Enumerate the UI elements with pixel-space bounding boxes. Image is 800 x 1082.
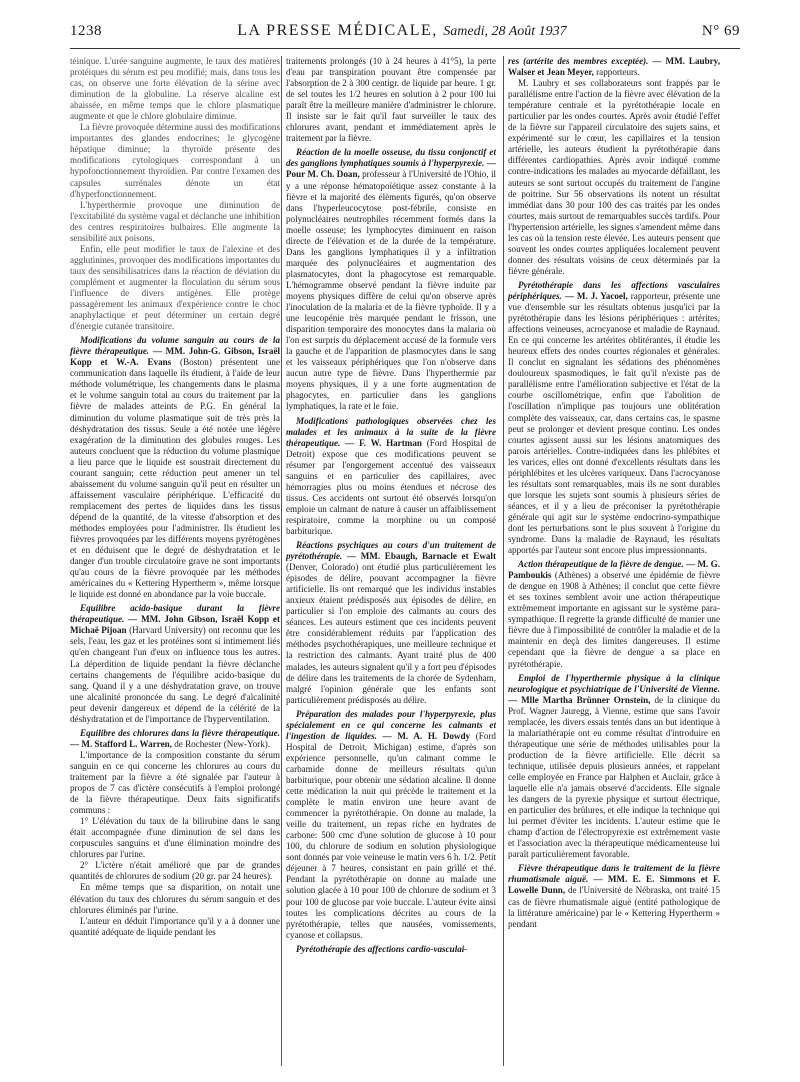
section-body: rapporteurs. [596, 67, 640, 78]
section-body: (Harvard University) ont reconnu que les sels, l'eau, les gaz et les protéines sont si intimement liés qu'en changeant l'un d'eux on influence tous les autres. La déperdition de liquide pendant la fièvre déclanche certains changements de l'équilibre acido-basique du sang. Quand il y a une déshydratation grave, on trouve une alcalinité prononcée du sang. Le degré d'alcalinité peut devenir dangereux et dépend de la célérité de la déshydratation et de l'importance de l'hyperventilation. [70, 625, 280, 724]
paragraph: traitements prolongés (10 à 24 heures à 41°5), la perte d'eau par transpiration pouvant être compensée par l'absorption de 2 à 300 centigr. de liquide par heure. 1 gr. de sel toutes les 1/2 heures en solution à 2 pour 100 lui paraît être la meilleure manière d'administrer le chlorure. Il insiste sur le fait qu'il faut surveiller le taux des chlorures avant, pendant et immédiatement après le traitement par la fièvre. [286, 56, 496, 144]
section-dengue [508, 559, 720, 669]
section-authors: — M. Stafford L. Warren, [70, 738, 172, 749]
section-cardio-vascular-cont [508, 56, 720, 78]
section-title: Action thérapeutique de la fièvre de dengue. [518, 559, 684, 570]
section-authors: — MM. Ebaugh, Barnacle et Ewalt [346, 551, 496, 562]
section-body: professeur à l'Université de l'Ohio, il y a une réponse hématopoïétique assez constante à la fièvre et la majorité des éléments figurés, qu'on observe dans l'hyperleucocytose post-fébrile, consiste en polynucléaires neutrophiles récemment formés dans la moelle osseuse; les lymphocytes diminuent en raison directe de l'élévation et de la durée de la température. Dans les ganglions lymphatiques il y a infiltration marquée des polynucléaires et augmentation des plasmatocytes, dont la phagocytose est remarquable. L'hémogramme observé pendant la fièvre induite par moyens physiques diffère de celui qu'on observe après l'inoculation de la malaria et de la fièvre typhoïde. Il y a une leucopénie très marquée pendant le frisson, une disparition temporaire des monocytes dans la malaria où l'on est surpris du déplacement accusé de la formule vers la gauche et de l'apparition de plasmocytes dans le sang et les vaisseaux périphériques que l'on n'observe dans aucun autre type de fièvre. Dans l'hyperthermie par moyens physiques, il y a une forte augmentation de phagocytes, en particulier dans les ganglions lymphatiques, la rate et le foie. [286, 169, 496, 412]
section-bone-marrow [286, 147, 496, 412]
column-1 [70, 56, 280, 1068]
paragraph: M. Laubry et ses collaborateurs sont frappés par le parallélisme entre l'action de la fièvre avec élévation de la température centrale et la pyrétothérapie locale en particulier par les ondes courtes. Après avoir étudié l'effet de la fièvre sur l'appareil circulatoire des sujets sains, et expérimenté sur le cœur, les capillaires et la tension artérielle, les auteurs étudient la pyrétothérapie dans différentes cardiopathies. Après avoir indiqué comme contre-indications les malades au myocarde défaillant, les auteurs se sont surtout occupés du traitement de l'angine de poitrine. Sur 56 observations ils notent un résultat immédiat dans 30 pour 100 des cas traités par les ondes courtes, mais surtout de remarquables succès tardifs. Pour l'hypertension artérielle, les signes s'amendent même dans les cas où la tension reste élevée. Les auteurs pensent que souvent les ondes courtes appliquées localement peuvent donner des résultats voisins de ceux déterminés par la fièvre générale. [508, 78, 720, 276]
section-body: de Rochester (New-York). [174, 738, 271, 749]
section-title: res (artérite des membres exceptée). [508, 56, 649, 66]
header-rule [70, 48, 740, 49]
section-title: Equilibre acido-basique durant la fièvre thérapeutique. [70, 603, 280, 625]
column-separator [503, 56, 504, 1066]
section-body: de la clinique du Prof. Wagner Jauregg, à Vienne, estime que sans l'avoir remplacée, les divers essais tentés dans un but identique à la malariathérapie ont eu comme résultat d'introduire en thérapeutique une série de méthodes utilisables pour la production de la fièvre artificielle. Elle décrit sa technique, utilisée depuis plusieurs années, et rappelant celle employée en France par Halphen et Auclair, grâce à laquelle elle n'a jamais observé d'accidents. Elle signale les dangers de la pyrexie physique et surtout électrique, en particulier des brûlures, et elle indique la technique qui lui permet d'éviter les incidents. L'auteur estime que le champ d'action de l'électropyrexie est extrêmement vaste et l'association avec la thérapeutique médicamenteuse lui paraît particulièrement favorable. [508, 694, 720, 860]
column-separator [281, 56, 282, 1066]
section-authors: — Pour M. Ch. Doan, [286, 158, 496, 180]
section-body: de l'Université de Nébraska, ont traité 15 cas de fièvre rhumatismale aiguë (entité pathologique de la littérature américaine) par le « Kettering Hypertherm » pendant [508, 885, 720, 929]
section-authors: — MM. John Gibson, Israël Kopp et Michaë Pijoan [70, 614, 280, 636]
section-rheumatic-fever [508, 863, 720, 929]
section-title: Réaction de la moelle osseuse, du tissu conjonctif et des ganglions lymphatiques soumis à l'hyperpyrexie. [286, 147, 496, 169]
section-title: Equilibre des chlorures dans la fièvre thérapeutique. [80, 727, 280, 738]
column-2 [286, 56, 496, 1068]
paragraph: L'auteur en déduit l'importance qu'il y a à donner une quantité adéquate de liquide pendant les [70, 915, 280, 937]
section-body: (Denver, Colorado) ont étudié plus particulièrement les épisodes de délire, pouvant accompagner la fièvre artificielle. Ils ont remarqué que les individus instables anxieux étaient prédisposés aux épisodes de délire, en particulier si l'on emploie des calmants au cours des séances. Les auteurs estiment que ces incidents peuvent être considérablement réduits par l'application des méthodes psychothérapiques, une meilleure technique et la restriction des calmants. Ayant traité plus de 400 malades, les auteurs signalent qu'il y a fort peu d'épisodes de délire dans les traitements de la chorée de Sydenham, malgré l'opinion générale que les enfants sont particulièrement prédisposés au délire. [286, 562, 496, 705]
section-blood-volume [70, 335, 280, 600]
section-vienna [508, 673, 720, 861]
section-title: Modifications du volume sanguin au cours de la fièvre thérapeutique. [70, 335, 280, 357]
section-title: Fièvre thérapeutique dans le traitement de la fièvre rhumatismale aiguë. [508, 863, 720, 885]
paragraph: 2° L'ictère n'était amélioré que par de grandes quantités de chlorures de sodium (20 gr. par 24 heures). [70, 860, 280, 882]
section-chlorides [70, 728, 280, 750]
column-3 [508, 56, 720, 1068]
section-authors: — MM. John-G. Gibson, Israël Kopp et W.-A. Evans [70, 346, 280, 368]
section-authors: — M. A. H. Dowdy [382, 730, 471, 741]
section-body: rapporteur, présente une vue d'ensemble sur les résultats obtenus jusqu'ici par la pyrétothérapie dans les lésions périphériques : artérites, affections veineuses, acrocyanose et maladie de Raynaud. En ce qui concerne les artérites oblitérantes, il étudie les heureux effets des ondes courtes régionales et générales. Il conclut en signalant les sédations des phénomènes douloureux spasmodiques, le fait qu'il n'existe pas de parallélisme entre l'amélioration subjective et l'état de la courbe oscillométrique, enfin que l'abolition de l'oscillation n'implique pas toujours une oblitération complète des vaisseaux, car, dans certains cas, le spasme peut se prolonger et devient presque continu. Les ondes courtes agissent aussi sur les lésions anatomiques des parois artérielles. Contre-indiquées dans les phlébites et les varices, elles ont donné d'excellents résultats dans les périphlébites et les ulcères variqueux. Dans l'acrocyanose les résultats sont remarquables, mais ils ne sont durables que lorsque les sujets sont soumis à plusieurs séries de séances, et il y a lieu de préconiser la pyrétothérapie générale qui agit sur le système endocrino-sympathique dont les perturbations sont le plus souvent à l'origine du syndrome. Dans la maladie de Raynaud, les résultats apportés par l'auteur sont encore plus impressionnants. [508, 290, 720, 556]
section-cardio-vascular [286, 944, 496, 955]
section-authors: — M. G. Pamboukis [508, 559, 720, 581]
section-peripheral-vascular [508, 280, 720, 556]
issue-date: Samedi, 28 Août 1937 [443, 24, 567, 39]
section-authors: — F. W. Hartman [345, 437, 422, 448]
section-authors: — Mlle Martha Brünner Ornstein, [508, 694, 651, 705]
section-body: (Ford Hospital de Detroit) expose que ces modifications peuvent se résumer par l'engorgement accentué des vaisseaux sanguins et en particulier des capillaires, avec hémorragies plus ou moins étendues et nécrose des tissus. Ces accidents ont surtout été observés lorsqu'on emploie un calmant de nature à causer un affaiblissement respiratoire, comme la morphine ou un composé barbiturique. [286, 437, 496, 536]
issue-number: N° 69 [701, 23, 740, 39]
journal-name: LA PRESSE MÉDICALE, [237, 22, 438, 39]
paragraph: 1° L'élévation du taux de la bilirubine dans le sang était accompagnée d'une diminution de sel dans les corpuscules sanguins et d'une élimination moindre des chlorures par l'urine. [70, 816, 280, 860]
journal-title [237, 22, 566, 40]
section-pathology [286, 416, 496, 538]
section-preparation [286, 709, 496, 941]
paragraph: L'importance de la composition constante du sérum sanguin en ce qui concerne les chlorures au cours du traitement par la fièvre a été signalée par l'auteur à propos de 7 cas d'ictère consécutifs à l'emploi prolongé de la fièvre thérapeutique. Deux faits significatifs communs : [70, 749, 280, 816]
section-title: Pyrétothérapie des affections cardio-vasculai- [296, 943, 468, 954]
paragraph: L'hyperthermie provoque une diminution de l'excitabilité du système vagal et déclanche une inhibition des centres respiratoires bulbaires. Elle augmente la sensibilité aux poisons. [70, 199, 280, 243]
paragraph: Enfin, elle peut modifier le taux de l'alexine et des agglutinines, provoquer des modifications importantes du taux des sensibilisatrices dans la réaction de déviation du complément et augmenter la floculation du sérum sous l'influence de divers antigènes. Elle protège passagèrement les animaux d'expérience contre le choc anaphylactique et peut déterminer un certain degré d'énergie cutanée transitoire. [70, 243, 280, 332]
paragraph: La fièvre provoquée détermine aussi des modifications importantes des glandes endocrines; le glycogène hépatique diminue; la thyroïde présente des modifications cytologiques correspondant à un hypofonctionnement thyroïdien. Par contre l'examen des capsules surrénales dénote un état d'hyperfonctionnement. [70, 122, 280, 199]
section-title: Modifications pathologiques observées chez les malades et les animaux à la suite de la fièvre thérapeutique. [286, 415, 496, 448]
section-psychic-reactions [286, 540, 496, 706]
section-title: Réactions psychiques au cours d'un traitement de pyrétothérapie. [286, 540, 496, 562]
section-authors: — MM. E. E. Simmons et F. Lowelle Dunn, [508, 874, 720, 896]
page-number: 1238 [70, 23, 102, 39]
section-body: (Boston) présentent une communication dans laquelle ils étudient, à l'aide de leur méthode volumétrique, les changements dans le plasma et le volume sanguin total au cours du traitement par la fièvre de malades atteints de P.G. En général la diminution du volume plasmatique suit de très près la déshydratation des tissus. Seule a été notée une légère exagération de la diminution des globules rouges. Les auteurs concluent que la réduction du volume plasmique a lieu parce que le liquide est soustrait directement du courant sanguin; cette réduction peut amener un tel abaissement du volume sanguin qu'il peut en résulter un affaissement vasculaire périphérique. L'efficacité du remplacement des pertes de liquides dans les tissus dépend de la quantité, de la vitesse d'absorption et des méthodes employées pour l'administrer. Ils étudient les fièvres provoquées par les différents moyens pyrétogènes et en déduisent que le degré de déshydratation et le danger d'un trouble circulatoire grave ne sont importants qu'au cours de la fièvre provoquée par les méthodes américaines du « Kettering Hypertherm », même lorsque le liquide est donné en abondance par la voie buccale. [70, 357, 280, 600]
section-title: Pyrétothérapie dans les affections vasculaires périphériques. [508, 279, 720, 301]
paragraph: téinique. L'urée sanguine augmente, le taux des matières protéiques du sérum est peu modifié; mais, dans tous les cas, on observe une forte élévation de la sérine avec diminution de la globuline. La réserve alcaline est abaissée, en même temps que le chlore plasmatique augmente et que le chlore globulaire diminue. [70, 56, 280, 122]
section-title: Préparation des malades pour l'hyperpyrexie, plus spécialement en ce qui concerne les calmants et l'ingestion de liquides. [286, 708, 496, 741]
section-authors: — M. J. Yacoel, [564, 290, 628, 301]
paragraph: En même temps que sa disparition, on notait une élévation du taux des chlorures du sérum sanguin et des chlorures éliminés par l'urine. [70, 882, 280, 915]
page-header [70, 22, 740, 46]
section-acid-base [70, 603, 280, 725]
section-authors: — MM. Laubry, Walser et Jean Meyer, [508, 56, 720, 78]
section-title: Emploi de l'hyperthermie physique à la clinique neurologique et psychiatrique de l'Université de Vienne. [508, 672, 720, 694]
section-body: (Athènes) a observé une épidémie de fièvre de dengue en 1908 à Athènes; il conclut que cette fièvre et ses toxines semblent avoir une action thérapeutique extrêmement importante en agissant sur le système para-sympathique. Il regrette la grande difficulté de manier une fièvre due à l'impossibilité de contrôler la maladie et de la maintenir en deçà des limites dangereuses. Il estime cependant que la fièvre de dengue a sa place en pyrétothérapie. [508, 570, 720, 669]
section-body: (Ford Hospital de Detroit, Michigan) estime, d'après son expérience personnelle, qu'un calmant comme le carbamide donne de meilleurs résultats qu'un barbiturique, pour obtenir une sédation alcaline. Il donne cette médication la nuit qui précède le traitement et la complète le matin environ une heure avant de commencer la pyrétothérapie. On donne au malade, la veille du traitement, un repas riche en hydrates de carbone: 500 cmc d'une solution de glucose à 10 pour 100, du chlorure de sodium en solution physiologique sont donnés par voie veineuse le matin vers 6 h. 1/2. Petit déjeuner à 7 heures, consistant en pain grillé et thé. Pendant la pyrétothérapie on donne au malade une solution glacée à 10 pour 100 de chlorure de sodium et 3 pour 100 de glucose par voie buccale. L'auteur évite ainsi toutes les complications décrites au cours de la pyrétothérapie, telles que nausées, vomissements, cyanose et collapsus. [286, 730, 496, 940]
